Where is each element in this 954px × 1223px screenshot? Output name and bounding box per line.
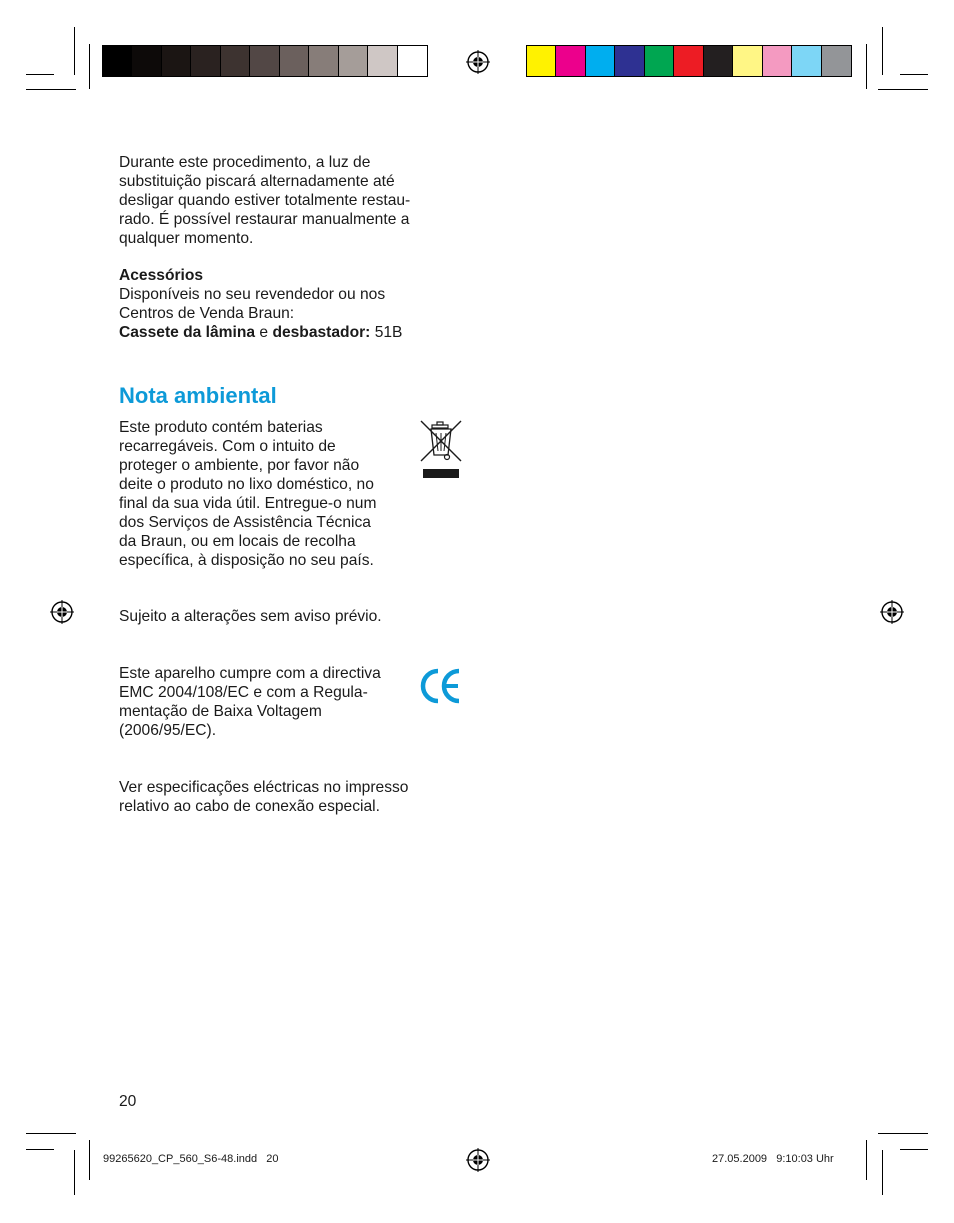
- color-swatch: [250, 46, 279, 76]
- color-swatch: [162, 46, 191, 76]
- conformity-paragraph: [119, 664, 414, 740]
- color-swatch: [368, 46, 397, 76]
- color-swatch: [763, 46, 792, 76]
- process-color-bar: [526, 45, 852, 77]
- text-line: qualquer momento.: [119, 230, 254, 247]
- color-swatch: [586, 46, 615, 76]
- color-swatch: [221, 46, 250, 76]
- color-swatch: [527, 46, 556, 76]
- environment-heading: Nota ambiental: [119, 383, 277, 408]
- color-swatch: [280, 46, 309, 76]
- environment-paragraph: [119, 418, 414, 570]
- text-line: relativo ao cabo de conexão especial.: [119, 798, 380, 815]
- slug-file-info: 99265620_CP_560_S6-48.indd 20: [103, 1153, 279, 1165]
- grayscale-color-bar: [102, 45, 428, 77]
- text-line: Este aparelho cumpre com a directiva: [119, 665, 381, 682]
- crossed-out-wheelie-bin-icon: [419, 419, 463, 481]
- color-swatch: [191, 46, 220, 76]
- accessory-item: desbastador:: [272, 324, 371, 341]
- accessory-code: 51B: [370, 324, 403, 341]
- text-line: dos Serviços de Assistência Técnica: [119, 514, 371, 531]
- accessories-section: [119, 266, 449, 342]
- intro-paragraph: [119, 153, 449, 248]
- registration-mark-icon: [880, 600, 904, 624]
- text-line: deite o produto no lixo doméstico, no: [119, 476, 374, 493]
- color-swatch: [556, 46, 585, 76]
- color-swatch: [309, 46, 338, 76]
- electrical-paragraph: [119, 778, 449, 816]
- color-swatch: [645, 46, 674, 76]
- color-swatch: [733, 46, 762, 76]
- text-line: substituição piscará alternadamente até: [119, 173, 395, 190]
- text-line: Durante este procedimento, a luz de: [119, 154, 371, 171]
- slug-timestamp: 27.05.2009 9:10:03 Uhr: [712, 1153, 834, 1165]
- change-notice: Sujeito a alterações sem aviso prévio.: [119, 608, 382, 625]
- text-line: rado. É possível restaurar manualmente a: [119, 211, 410, 228]
- color-swatch: [822, 46, 851, 76]
- text-line: EMC 2004/108/EC e com a Regula-: [119, 684, 368, 701]
- color-swatch: [674, 46, 703, 76]
- color-swatch: [792, 46, 821, 76]
- accessory-item-line: [119, 323, 449, 342]
- text-line: desligar quando estiver totalmente restau-: [119, 192, 411, 209]
- registration-mark-icon: [466, 50, 490, 74]
- text-line: Disponíveis no seu revendedor ou nos: [119, 286, 386, 303]
- text-line: específica, à disposição no seu país.: [119, 552, 374, 569]
- ce-mark-icon: [419, 668, 463, 704]
- text-line: Centros de Venda Braun:: [119, 305, 295, 322]
- accessory-joiner: e: [255, 324, 273, 341]
- registration-mark-icon: [466, 1148, 490, 1172]
- text-line: Este produto contém baterias: [119, 419, 323, 436]
- text-line: final da sua vida útil. Entregue-o num: [119, 495, 377, 512]
- page-number: 20: [119, 1093, 137, 1110]
- registration-mark-icon: [50, 600, 74, 624]
- text-line: proteger o ambiente, por favor não: [119, 457, 360, 474]
- accessories-title: Acessórios: [119, 267, 204, 284]
- color-swatch: [398, 46, 427, 76]
- text-line: Ver especificações eléctricas no impresso: [119, 779, 409, 796]
- color-swatch: [132, 46, 161, 76]
- accessory-item: Cassete da lâmina: [119, 324, 256, 341]
- color-swatch: [704, 46, 733, 76]
- text-line: recarregáveis. Com o intuito de: [119, 438, 336, 455]
- text-line: mentação de Baixa Voltagem: [119, 703, 322, 720]
- color-swatch: [339, 46, 368, 76]
- text-line: da Braun, ou em locais de recolha: [119, 533, 356, 550]
- text-line: (2006/95/EC).: [119, 722, 217, 739]
- color-swatch: [103, 46, 132, 76]
- color-swatch: [615, 46, 644, 76]
